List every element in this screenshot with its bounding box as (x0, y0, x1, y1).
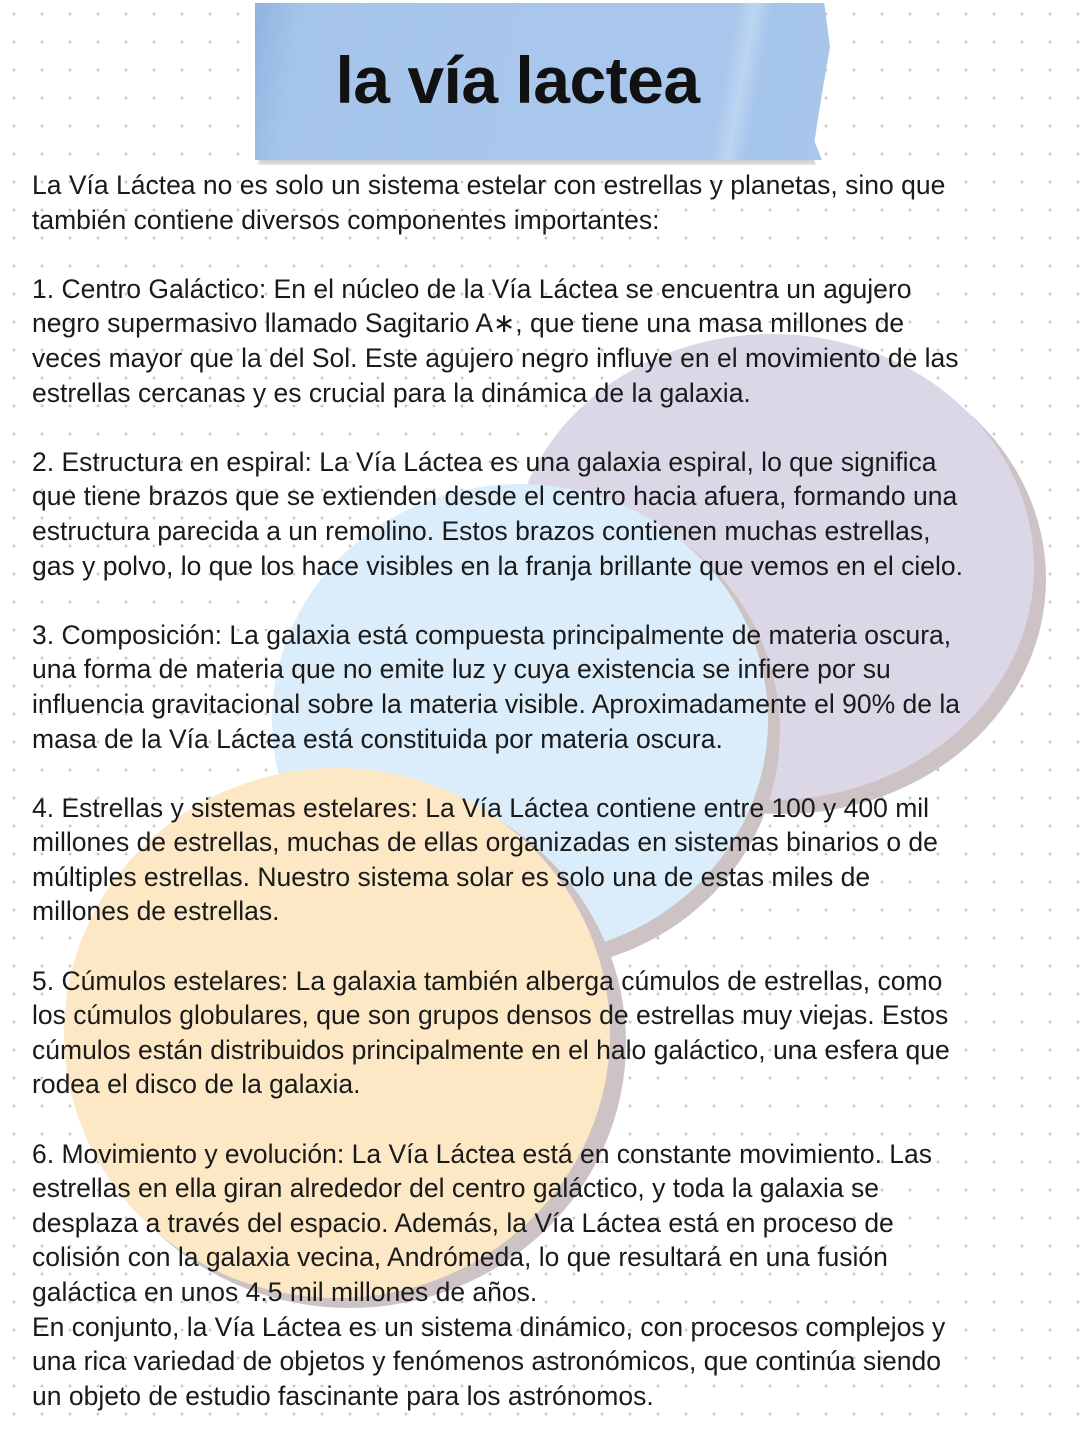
text-line: La Vía Láctea no es solo un sistema estelar con estrellas y planetas, sino que (32, 170, 946, 200)
page-title: la vía lactea (335, 43, 700, 117)
text-line: los cúmulos globulares, que son grupos densos de estrellas muy viejas. Estos (32, 1000, 949, 1031)
text-line: millones de estrellas, muchas de ellas organizadas en sistemas binarios o de (32, 827, 938, 858)
text-line: estrellas cercanas y es crucial para la dinámica de la galaxia. (32, 377, 751, 408)
text-line: desplaza a través del espacio. Además, la Vía Láctea está en proceso de (32, 1207, 894, 1238)
text-line: gas y polvo, lo que los hace visibles en la franja brillante que vemos en el cielo. (32, 550, 963, 581)
text-line: influencia gravitacional sobre la materia visible. Aproximadamente el 90% de la (32, 688, 961, 719)
text-line: estructura parecida a un remolino. Estos brazos contienen muchas estrellas, (32, 515, 931, 546)
text-line: 2. Estructura en espiral: La Vía Láctea es una galaxia espiral, lo que significa (32, 446, 937, 477)
text-line: 1. Centro Galáctico: En el núcleo de la Vía Láctea se encuentra un agujero (32, 273, 912, 304)
section-estrellas-sistemas (32, 791, 1072, 929)
section-composicion (32, 618, 1072, 756)
text-line: también contiene diversos componentes importantes: (32, 204, 660, 235)
text-line: veces mayor que la del Sol. Este agujero negro influye en el movimiento de las (32, 342, 959, 373)
text-line: cúmulos están distribuidos principalmente en el halo galáctico, una esfera que (32, 1034, 950, 1065)
section-movimiento-evolucion (32, 1137, 1072, 1310)
text-line: 5. Cúmulos estelares: La galaxia también alberga cúmulos de estrellas, como (32, 965, 943, 996)
text-line: rodea el disco de la galaxia. (32, 1069, 361, 1100)
text-line: 6. Movimiento y evolución: La Vía Láctea está en constante movimiento. Las (32, 1138, 933, 1169)
text-line: 3. Composición: La galaxia está compuesta principalmente de materia oscura, (32, 619, 952, 650)
intro-paragraph (32, 168, 1072, 237)
text-line: que tiene brazos que se extienden desde el centro hacia afuera, formando una (32, 481, 958, 512)
text-line: masa de la Vía Láctea está constituida por materia oscura. (32, 723, 723, 754)
conclusion-paragraph (32, 1310, 1072, 1414)
text-line: un objeto de estudio fascinante para los astrónomos. (32, 1380, 654, 1411)
text-line: una rica variedad de objetos y fenómenos astronómicos, que continúa siendo (32, 1346, 941, 1377)
text-line: millones de estrellas. (32, 896, 280, 927)
text-line: una forma de materia que no emite luz y cuya existencia se infiere por su (32, 654, 891, 685)
text-line: múltiples estrellas. Nuestro sistema solar es solo una de estas miles de (32, 861, 871, 892)
text-line: estrellas en ella giran alrededor del centro galáctico, y toda la galaxia se (32, 1173, 880, 1204)
section-cumulos-estelares (32, 964, 1072, 1102)
text-line: colisión con la galaxia vecina, Andrómeda, lo que resultará en una fusión (32, 1242, 888, 1273)
text-line: negro supermasivo llamado Sagitario A∗, que tiene una masa millones de (32, 308, 905, 339)
text-line: galáctica en unos 4.5 mil millones de años. (32, 1277, 538, 1307)
section-estructura-espiral (32, 445, 1072, 583)
section-centro-galactico (32, 272, 1072, 410)
text-line: 4. Estrellas y sistemas estelares: La Vía Láctea contiene entre 100 y 400 mil (32, 792, 930, 823)
document-body (32, 168, 1072, 1413)
text-line: En conjunto, la Vía Láctea es un sistema dinámico, con procesos complejos y (32, 1311, 946, 1342)
